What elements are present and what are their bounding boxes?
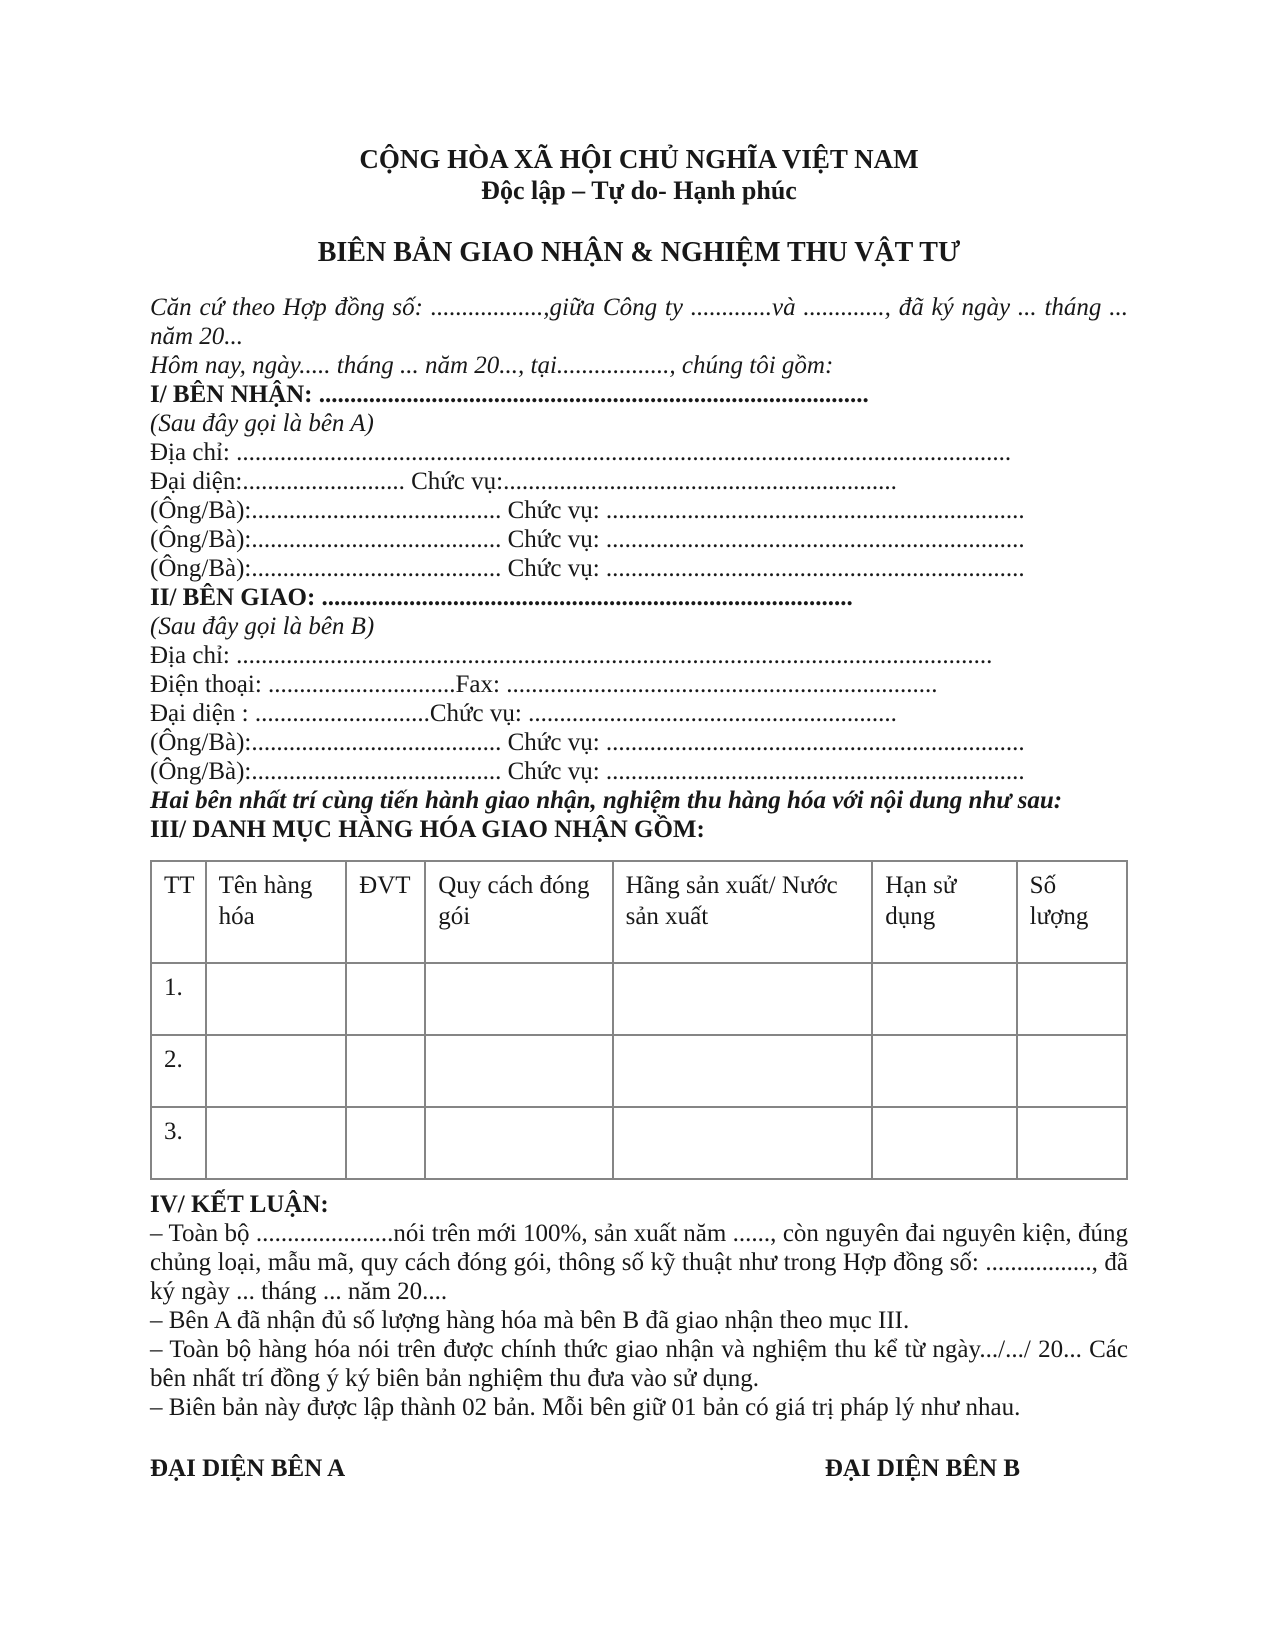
row-index-cell: 1.: [151, 963, 206, 1035]
section-2-heading: II/ BÊN GIAO: .....................................................................................: [150, 584, 853, 611]
conclusion-condition-paragraph: – Toàn bộ ......................nói trên mới 100%, sản xuất năm ......, còn nguyên đai nguyên kiện, đúng chủng loại, mẫu mã, quy cách đóng gói, thông số kỹ thuật như trong Hợp đồng số: ................., đã ký ngày ... tháng ... năm 20....: [150, 1220, 1128, 1305]
empty-cell: [206, 1107, 347, 1179]
empty-cell: [613, 1107, 873, 1179]
row-index-cell: 3.: [151, 1107, 206, 1179]
empty-cell: [872, 1035, 1016, 1107]
empty-cell: [872, 1107, 1016, 1179]
signature-block: [150, 1454, 1128, 1484]
col-header-dvt: ĐVT: [346, 861, 425, 963]
col-header-quy-cach-dong-goi: Quy cách đóng gói: [425, 861, 612, 963]
document-content: [150, 143, 1128, 1484]
signature-party-b: ĐẠI DIỆN BÊN B: [824, 1455, 1020, 1482]
document-title: BIÊN BẢN GIAO NHẬN & NGHIỆM THU VẬT TƯ: [317, 237, 961, 268]
col-header-han-su-dung: Hạn sử dụng: [872, 861, 1016, 963]
preamble-basis-line: Căn cứ theo Hợp đồng số: ..................,giữa Công ty .............và ............., đã ký ngày ... tháng ... năm 20...: [150, 294, 1128, 350]
conclusion-received-line: – Bên A đã nhận đủ số lượng hàng hóa mà bên B đã giao nhận theo mục III.: [150, 1307, 910, 1334]
section-4-heading: IV/ KẾT LUẬN:: [150, 1191, 329, 1218]
party-b-person-line: (Ông/Bà):........................................ Chức vụ: ...................................................................: [150, 758, 1025, 785]
col-header-ten-hang-hoa: Tên hàng hóa: [206, 861, 347, 963]
conclusion-handover-paragraph: – Toàn bộ hàng hóa nói trên được chính thức giao nhận và nghiệm thu kể từ ngày.../.../ 20... Các bên nhất trí đồng ý ký biên bản nghiệm thu đưa vào sử dụng.: [150, 1336, 1128, 1392]
party-a-person-line: (Ông/Bà):........................................ Chức vụ: ...................................................................: [150, 526, 1025, 553]
conclusion-copies-line: – Biên bản này được lập thành 02 bản. Mỗi bên giữ 01 bản có giá trị pháp lý như nhau.: [150, 1394, 1021, 1421]
party-b-address-line: Địa chỉ: .........................................................................................................................: [150, 642, 993, 669]
table-row: [151, 963, 1127, 1035]
col-header-so-luong: Số lượng: [1017, 861, 1127, 963]
table-header-row: [151, 861, 1127, 963]
empty-cell: [425, 1035, 612, 1107]
agreement-statement: Hai bên nhất trí cùng tiến hành giao nhận, nghiệm thu hàng hóa với nội dung như sau:: [150, 787, 1063, 814]
empty-cell: [346, 1107, 425, 1179]
party-b-person-line: (Ông/Bà):........................................ Chức vụ: ...................................................................: [150, 729, 1025, 756]
national-motto: Độc lập – Tự do- Hạnh phúc: [481, 176, 797, 205]
empty-cell: [1017, 1107, 1127, 1179]
party-b-representative-line: Đại diện : ............................Chức vụ: ...........................................................: [150, 700, 897, 727]
party-a-person-line: (Ông/Bà):........................................ Chức vụ: ...................................................................: [150, 497, 1025, 524]
signature-party-a: ĐẠI DIỆN BÊN A: [150, 1455, 346, 1482]
national-title: CỘNG HÒA XÃ HỘI CHỦ NGHĨA VIỆT NAM: [359, 144, 919, 174]
empty-cell: [872, 963, 1016, 1035]
party-b-note: (Sau đây gọi là bên B): [150, 613, 375, 640]
party-a-person-line: (Ông/Bà):........................................ Chức vụ: ...................................................................: [150, 555, 1025, 582]
preamble-date-line: Hôm nay, ngày..... tháng ... năm 20..., tại.................., chúng tôi gồm:: [150, 352, 834, 379]
table-row: [151, 1035, 1127, 1107]
empty-cell: [1017, 963, 1127, 1035]
empty-cell: [425, 963, 612, 1035]
empty-cell: [346, 1035, 425, 1107]
col-header-hang-san-xuat: Hãng sản xuất/ Nước sản xuất: [613, 861, 873, 963]
party-b-phone-fax-line: Điện thoại: ..............................Fax: .....................................................................: [150, 671, 938, 698]
goods-table: [150, 860, 1128, 1180]
section-1-heading: I/ BÊN NHẬN: ........................................................................................: [150, 381, 869, 408]
party-a-note: (Sau đây gọi là bên A): [150, 410, 374, 437]
party-a-address-line: Địa chỉ: ............................................................................................................................: [150, 439, 1012, 466]
empty-cell: [613, 963, 873, 1035]
empty-cell: [206, 1035, 347, 1107]
section-3-heading: III/ DANH MỤC HÀNG HÓA GIAO NHẬN GỒM:: [150, 816, 705, 843]
table-row: [151, 1107, 1127, 1179]
empty-cell: [206, 963, 347, 1035]
empty-cell: [613, 1035, 873, 1107]
row-index-cell: 2.: [151, 1035, 206, 1107]
empty-cell: [425, 1107, 612, 1179]
empty-cell: [346, 963, 425, 1035]
empty-cell: [1017, 1035, 1127, 1107]
party-a-representative-line: Đại diện:.......................... Chức vụ:...............................................................: [150, 468, 897, 495]
col-header-tt: TT: [151, 861, 206, 963]
